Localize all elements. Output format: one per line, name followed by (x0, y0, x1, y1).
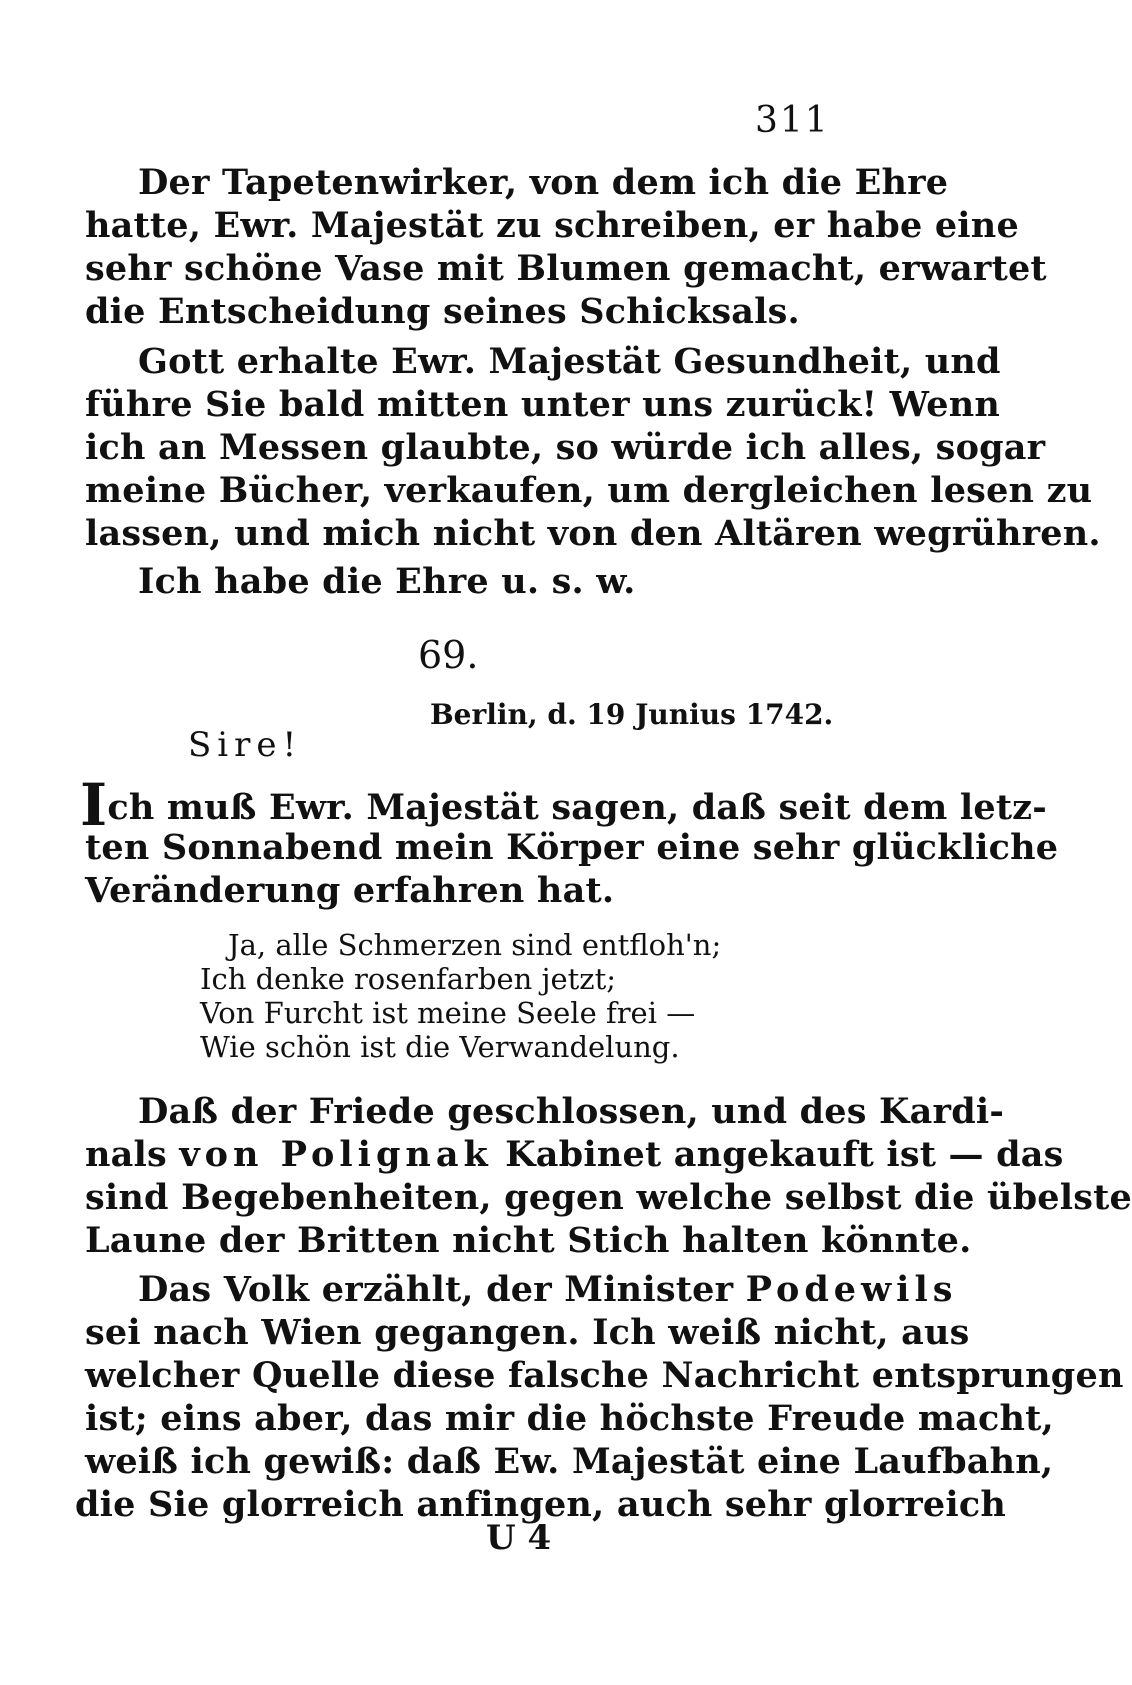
para1-line: die Entscheidung seines Schicksals. (85, 291, 800, 332)
para3-first-rest: ch muß Ewr. Majestät sagen, daß seit dem letz- (107, 787, 1047, 828)
salutation: Sire! (188, 725, 303, 765)
para5-line (138, 1270, 957, 1310)
verse-line: Von Furcht ist meine Seele frei — (200, 996, 696, 1030)
para5-line: die Sie glorreich anfingen, auch sehr glorreich (75, 1484, 1007, 1525)
para2-line: meine Bücher, verkaufen, um dergleichen lesen zu (85, 470, 1093, 511)
para2-line: lassen, und mich nicht von den Altären wegrühren. (85, 513, 1101, 554)
para1-line: sehr schöne Vase mit Blumen gemacht, erwartet (85, 248, 1047, 289)
para4-line2-a: nals (85, 1134, 180, 1175)
dateline: Berlin, d. 19 Junius 1742. (430, 698, 834, 731)
closing-line: Ich habe die Ehre u. s. w. (138, 561, 636, 602)
para2-line: Gott erhalte Ewr. Majestät Gesundheit, und (138, 341, 1001, 382)
para5-line: sei nach Wien gegangen. Ich weiß nicht, aus (85, 1312, 970, 1353)
signature-mark: U 4 (486, 1518, 552, 1558)
name-polignak: von Polignak (179, 1134, 493, 1175)
verse-line: Wie schön ist die Verwandelung. (200, 1030, 680, 1064)
para4-line: Daß der Friede geschlossen, und des Kardi- (138, 1091, 1005, 1132)
para1-line: hatte, Ewr. Majestät zu schreiben, er habe eine (85, 205, 1019, 246)
para3-line: Veränderung erfahren hat. (85, 870, 615, 911)
para5-line: weiß ich gewiß: daß Ew. Majestät eine Laufbahn, (85, 1441, 1054, 1482)
name-podewils: Podewils (745, 1269, 958, 1310)
para5-line1-a: Das Volk erzählt, der Minister (138, 1269, 746, 1310)
para3-line: ten Sonnabend mein Körper eine sehr glückliche (85, 827, 1059, 868)
verse-line: Ja, alle Schmerzen sind entfloh'n; (228, 928, 722, 962)
para4-line2-b: Kabinet angekauft ist — das (492, 1134, 1064, 1175)
page-number: 311 (755, 100, 830, 141)
para4-line (85, 1135, 1064, 1175)
para4-line: Laune der Britten nicht Stich halten könnte. (85, 1220, 972, 1261)
para2-line: führe Sie bald mitten unter uns zurück! Wenn (85, 384, 1001, 425)
para3-first-line (80, 771, 1047, 839)
para5-line: ist; eins aber, das mir die höchste Freude macht, (85, 1398, 1054, 1439)
para5-line: welcher Quelle diese falsche Nachricht entsprungen (85, 1355, 1124, 1396)
drop-initial: I (80, 771, 108, 839)
para1-line: Der Tapetenwirker, von dem ich die Ehre (138, 162, 949, 203)
letter-number: 69. (418, 633, 479, 677)
para4-line: sind Begebenheiten, gegen welche selbst die übelste (85, 1177, 1132, 1218)
para2-line: ich an Messen glaubte, so würde ich alles, sogar (85, 427, 1046, 468)
verse-line: Ich denke rosenfarben jetzt; (200, 962, 617, 996)
